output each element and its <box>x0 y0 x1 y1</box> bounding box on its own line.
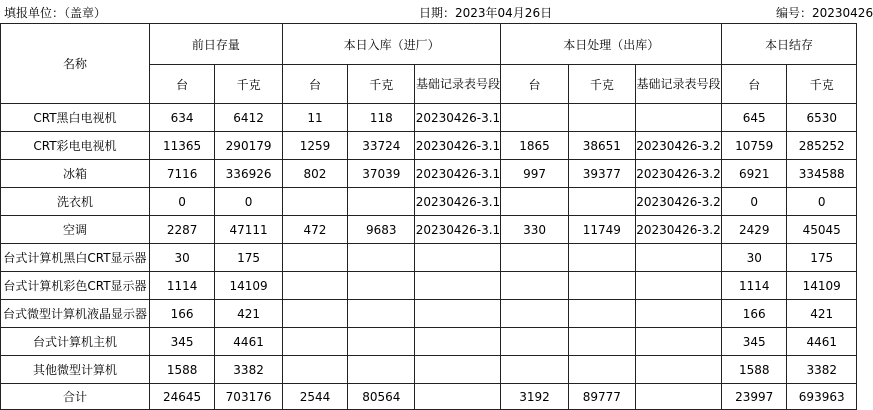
cell-out-rec[interactable] <box>636 356 722 384</box>
cell-bal-kg[interactable]: 3382 <box>787 356 857 384</box>
cell-in-t[interactable] <box>282 300 347 328</box>
table-row <box>1 328 857 356</box>
cell-bal-kg[interactable]: 4461 <box>787 328 857 356</box>
date-label: 日期：2023年04月26日 <box>419 6 553 20</box>
cell-out-t[interactable] <box>501 328 568 356</box>
cell-in-t[interactable]: 1259 <box>282 132 347 160</box>
cell-bal-t[interactable]: 1114 <box>722 272 787 300</box>
cell-in-t[interactable]: 11 <box>282 104 347 132</box>
cell-out-kg[interactable]: 89777 <box>568 384 635 410</box>
cell-bal-t[interactable]: 2429 <box>722 216 787 244</box>
cell-bal-kg[interactable]: 45045 <box>787 216 857 244</box>
sub-header-unit[interactable]: 台 <box>722 65 787 104</box>
table-row <box>1 272 857 300</box>
group-header-prev[interactable]: 前日存量 <box>149 24 282 65</box>
report-header <box>0 0 873 23</box>
cell-bal-kg[interactable]: 421 <box>787 300 857 328</box>
cell-in-rec[interactable] <box>415 356 501 384</box>
cell-in-kg[interactable]: 33724 <box>348 132 415 160</box>
cell-prev-t[interactable]: 30 <box>149 244 214 272</box>
cell-in-rec[interactable]: 20230426-3.1 <box>415 188 501 216</box>
sub-header-kg[interactable]: 千克 <box>568 65 635 104</box>
cell-out-kg[interactable] <box>568 300 635 328</box>
cell-out-kg[interactable] <box>568 328 635 356</box>
cell-prev-kg[interactable]: 14109 <box>215 272 283 300</box>
unit-label: 填报单位：（盖章） <box>4 6 107 20</box>
cell-prev-kg[interactable]: 421 <box>215 300 283 328</box>
row-name-cell[interactable]: CRT黑白电视机 <box>1 104 150 132</box>
cell-bal-t[interactable]: 1588 <box>722 356 787 384</box>
cell-out-rec[interactable] <box>636 272 722 300</box>
cell-out-t[interactable] <box>501 188 568 216</box>
cell-in-kg[interactable]: 9683 <box>348 216 415 244</box>
cell-prev-t[interactable]: 24645 <box>149 384 214 410</box>
cell-in-kg[interactable]: 80564 <box>348 384 415 410</box>
table-row <box>1 104 857 132</box>
cell-bal-kg[interactable]: 693963 <box>787 384 857 410</box>
cell-in-t[interactable] <box>282 356 347 384</box>
cell-in-t[interactable] <box>282 272 347 300</box>
cell-prev-kg[interactable]: 0 <box>215 188 283 216</box>
cell-in-t[interactable]: 2544 <box>282 384 347 410</box>
table-row <box>1 244 857 272</box>
cell-out-rec[interactable] <box>636 300 722 328</box>
sub-header-unit[interactable]: 台 <box>501 65 568 104</box>
group-header-out[interactable]: 本日处理（出库） <box>501 24 722 65</box>
name-header[interactable]: 名称 <box>1 24 150 104</box>
row-name-cell[interactable]: 台式微型计算机液晶显示器 <box>1 300 150 328</box>
cell-in-rec[interactable]: 20230426-3.1 <box>415 104 501 132</box>
cell-prev-kg[interactable]: 6412 <box>215 104 283 132</box>
cell-in-rec[interactable] <box>415 300 501 328</box>
cell-prev-t[interactable]: 166 <box>149 300 214 328</box>
cell-bal-kg[interactable]: 334588 <box>787 160 857 188</box>
cell-bal-t[interactable]: 10759 <box>722 132 787 160</box>
group-header-in[interactable]: 本日入库（进厂） <box>282 24 501 65</box>
cell-prev-t[interactable]: 7116 <box>149 160 214 188</box>
cell-prev-t[interactable]: 2287 <box>149 216 214 244</box>
cell-in-kg[interactable] <box>348 244 415 272</box>
cell-in-t[interactable]: 802 <box>282 160 347 188</box>
cell-out-t[interactable]: 330 <box>501 216 568 244</box>
cell-bal-kg[interactable]: 14109 <box>787 272 857 300</box>
cell-out-rec[interactable]: 20230426-3.2 <box>636 132 722 160</box>
cell-in-rec[interactable] <box>415 328 501 356</box>
table-row <box>1 160 857 188</box>
cell-prev-kg[interactable]: 175 <box>215 244 283 272</box>
cell-out-kg[interactable] <box>568 244 635 272</box>
cell-prev-kg[interactable]: 290179 <box>215 132 283 160</box>
cell-in-rec[interactable]: 20230426-3.1 <box>415 132 501 160</box>
cell-in-kg[interactable]: 37039 <box>348 160 415 188</box>
cell-bal-t[interactable]: 645 <box>722 104 787 132</box>
cell-bal-t[interactable]: 0 <box>722 188 787 216</box>
cell-in-rec[interactable] <box>415 244 501 272</box>
cell-in-rec[interactable]: 20230426-3.1 <box>415 160 501 188</box>
row-name-cell[interactable]: 空调 <box>1 216 150 244</box>
cell-bal-kg[interactable]: 175 <box>787 244 857 272</box>
cell-out-rec[interactable]: 20230426-3.2 <box>636 160 722 188</box>
cell-out-kg[interactable] <box>568 104 635 132</box>
cell-out-rec[interactable] <box>636 328 722 356</box>
cell-out-rec[interactable] <box>636 384 722 410</box>
cell-out-t[interactable] <box>501 244 568 272</box>
table-row <box>1 356 857 384</box>
cell-prev-t[interactable]: 345 <box>149 328 214 356</box>
cell-bal-t[interactable]: 6921 <box>722 160 787 188</box>
cell-bal-t[interactable]: 23997 <box>722 384 787 410</box>
cell-in-kg[interactable] <box>348 356 415 384</box>
row-name-cell[interactable]: CRT彩电电视机 <box>1 132 150 160</box>
group-header-balance[interactable]: 本日结存 <box>722 24 857 65</box>
cell-bal-kg[interactable]: 6530 <box>787 104 857 132</box>
sub-header-unit[interactable]: 台 <box>149 65 214 104</box>
row-name-cell[interactable]: 台式计算机主机 <box>1 328 150 356</box>
cell-out-kg[interactable] <box>568 272 635 300</box>
cell-prev-t[interactable]: 0 <box>149 188 214 216</box>
cell-prev-t[interactable]: 11365 <box>149 132 214 160</box>
cell-bal-kg[interactable]: 0 <box>787 188 857 216</box>
sub-header-kg[interactable]: 千克 <box>215 65 283 104</box>
cell-in-rec[interactable] <box>415 272 501 300</box>
cell-out-t[interactable] <box>501 300 568 328</box>
cell-prev-t[interactable]: 1114 <box>149 272 214 300</box>
cell-out-kg[interactable] <box>568 188 635 216</box>
sub-header-record[interactable]: 基础记录表号段 <box>636 65 722 104</box>
row-name-cell[interactable]: 其他微型计算机 <box>1 356 150 384</box>
row-name-cell[interactable]: 台式计算机黑白CRT显示器 <box>1 244 150 272</box>
header-row-groups <box>1 24 857 65</box>
cell-out-t[interactable] <box>501 104 568 132</box>
cell-out-t[interactable] <box>501 272 568 300</box>
total-row <box>1 384 857 410</box>
cell-out-t[interactable]: 997 <box>501 160 568 188</box>
row-name-cell[interactable]: 洗衣机 <box>1 188 150 216</box>
cell-out-t[interactable]: 3192 <box>501 384 568 410</box>
cell-out-rec[interactable]: 20230426-3.2 <box>636 188 722 216</box>
cell-out-rec[interactable] <box>636 244 722 272</box>
row-name-cell[interactable]: 冰箱 <box>1 160 150 188</box>
number-label: 编号：20230426 <box>776 6 873 20</box>
cell-in-t[interactable] <box>282 244 347 272</box>
sub-header-record[interactable]: 基础记录表号段 <box>415 65 501 104</box>
cell-bal-t[interactable]: 345 <box>722 328 787 356</box>
cell-out-rec[interactable] <box>636 104 722 132</box>
cell-out-kg[interactable]: 11749 <box>568 216 635 244</box>
cell-bal-t[interactable]: 30 <box>722 244 787 272</box>
cell-prev-kg[interactable]: 336926 <box>215 160 283 188</box>
cell-in-t[interactable]: 472 <box>282 216 347 244</box>
cell-in-kg[interactable] <box>348 328 415 356</box>
cell-out-rec[interactable]: 20230426-3.2 <box>636 216 722 244</box>
row-name-cell[interactable]: 台式计算机彩色CRT显示器 <box>1 272 150 300</box>
inventory-table <box>0 23 857 410</box>
sub-header-kg[interactable]: 千克 <box>348 65 415 104</box>
cell-bal-kg[interactable]: 285252 <box>787 132 857 160</box>
cell-bal-t[interactable]: 166 <box>722 300 787 328</box>
cell-out-kg[interactable]: 38651 <box>568 132 635 160</box>
cell-in-kg[interactable]: 118 <box>348 104 415 132</box>
cell-in-kg[interactable] <box>348 188 415 216</box>
cell-prev-t[interactable]: 634 <box>149 104 214 132</box>
cell-out-kg[interactable]: 39377 <box>568 160 635 188</box>
cell-out-kg[interactable] <box>568 356 635 384</box>
cell-prev-kg[interactable]: 47111 <box>215 216 283 244</box>
table-row <box>1 216 857 244</box>
sub-header-unit[interactable]: 台 <box>282 65 347 104</box>
row-name-cell[interactable]: 合计 <box>1 384 150 410</box>
table-row <box>1 300 857 328</box>
cell-prev-t[interactable]: 1588 <box>149 356 214 384</box>
table-row <box>1 188 857 216</box>
cell-prev-kg[interactable]: 3382 <box>215 356 283 384</box>
cell-in-rec[interactable]: 20230426-3.1 <box>415 216 501 244</box>
cell-in-t[interactable] <box>282 188 347 216</box>
cell-in-t[interactable] <box>282 328 347 356</box>
cell-prev-kg[interactable]: 703176 <box>215 384 283 410</box>
cell-out-t[interactable]: 1865 <box>501 132 568 160</box>
cell-in-rec[interactable] <box>415 384 501 410</box>
cell-in-kg[interactable] <box>348 300 415 328</box>
cell-out-t[interactable] <box>501 356 568 384</box>
cell-in-kg[interactable] <box>348 272 415 300</box>
sub-header-kg[interactable]: 千克 <box>787 65 857 104</box>
cell-prev-kg[interactable]: 4461 <box>215 328 283 356</box>
table-row <box>1 132 857 160</box>
